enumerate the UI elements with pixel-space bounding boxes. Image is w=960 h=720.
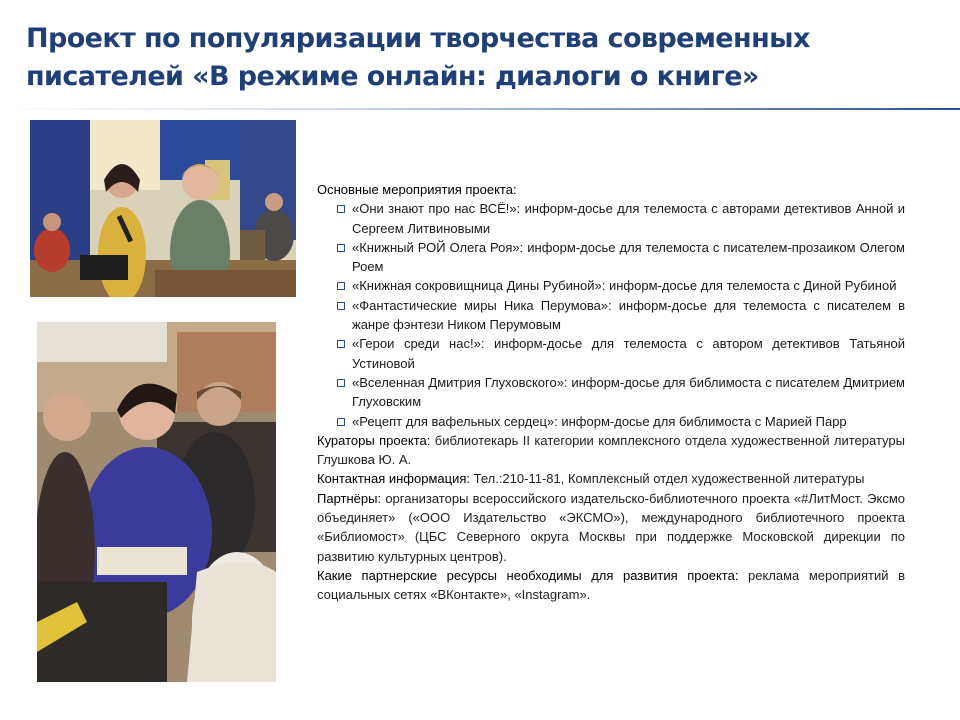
list-item: «Герои среди нас!»: информ-досье для телемоста с автором детективов Татьяной Устиновой: [335, 334, 905, 373]
list-item: «Рецепт для вафельных сердец»: информ-досье для библимоста с Марией Парр: [335, 412, 905, 431]
square-bullet-icon: [337, 418, 345, 426]
square-bullet-icon: [337, 244, 345, 252]
resources-label: Какие партнерские ресурсы необходимы для развития проекта:: [317, 567, 739, 583]
event-photo-audience: [37, 322, 276, 682]
events-list: [317, 199, 905, 431]
list-item: «Вселенная Дмитрия Глуховского»: информ-досье для библимоста с писателем Дмитрием Глуховским: [335, 373, 905, 412]
square-bullet-icon: [337, 205, 345, 213]
partners-label: Партнёры:: [317, 490, 382, 506]
list-item: «Книжная сокровищница Дины Рубиной»: информ-досье для телемоста с Диной Рубиной: [335, 276, 905, 295]
square-bullet-icon: [337, 282, 345, 290]
resources-text: реклама мероприятий в социальных сетях «ВКонтакте», «Instagram».: [317, 567, 905, 603]
partners-text: организаторы всероссийского издательско-библиотечного проекта «#ЛитМост. Эксмо объединяет» («ООО Издательство «ЭКСМО»), международного библиотечного проекта «Библиомост» (ЦБС Северного округа Москвы при поддержке Московской дирекции по развитию культурных центров).: [317, 490, 905, 564]
square-bullet-icon: [337, 340, 345, 348]
contact-text: Тел.:210-11-81, Комплексный отдел художественной литературы: [470, 471, 865, 487]
square-bullet-icon: [337, 302, 345, 310]
curators-label: Кураторы проекта:: [317, 432, 431, 448]
title-divider: [0, 108, 960, 110]
curators-text: библиотекарь II категории комплексного отдела художественной литературы Глушкова Ю. А.: [317, 432, 905, 468]
page-title: Проект по популяризации творчества современных писателей «В режиме онлайн: диалоги о книге»: [26, 23, 810, 92]
curators-paragraph: [317, 431, 905, 470]
project-description: [317, 180, 905, 605]
contact-label: Контактная информация:: [317, 471, 470, 487]
event-photo-speakers: [30, 120, 296, 297]
events-heading: Основные мероприятия проекта:: [317, 182, 517, 197]
square-bullet-icon: [337, 379, 345, 387]
resources-paragraph: [317, 566, 905, 605]
partners-paragraph: [317, 489, 905, 566]
list-item: «Они знают про нас ВСЁ!»: информ-досье для телемоста с авторами детективов Анной и Сергеем Литвиновыми: [335, 199, 905, 238]
contact-paragraph: [317, 469, 905, 488]
list-item: «Фантастические миры Ника Перумова»: информ-досье для телемоста с писателем в жанре фэнтези Ником Перумовым: [335, 296, 905, 335]
list-item: «Книжный РОЙ Олега Роя»: информ-досье для телемоста с писателем-прозаиком Олегом Роем: [335, 238, 905, 277]
